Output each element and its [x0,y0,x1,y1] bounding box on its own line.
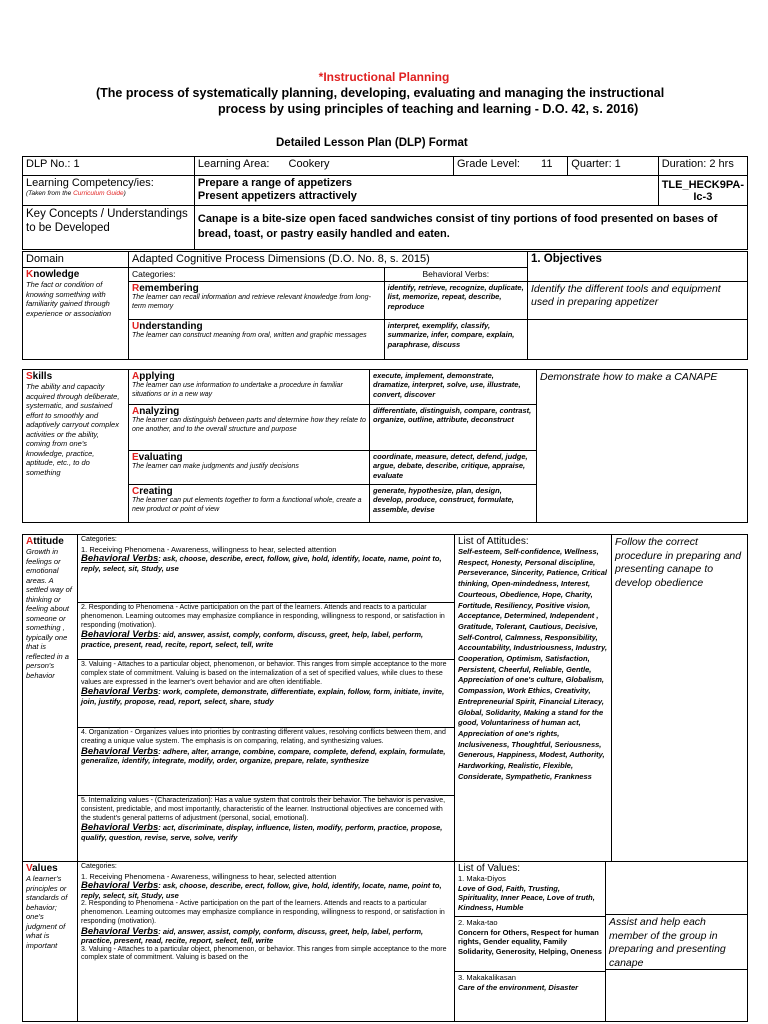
duration: Duration: 2 hrs [658,157,747,176]
subtitle-line-1: (The process of systematically planning, developing, evaluating and managing the instructional [96,86,665,100]
attitude-organization-cell: 4. Organization - Organizes values into priorities by contrasting different values, resolving conflicts between them, and creating a unique value system. The emphasis is on comparing, relating, and synthesizing values. Behavioral Verbs: adhere, alter, arrange, combine, compare, complete, defend, explain, formulate, generalize, identify, integrate, modify, order, organize, prepare, relate, synthesize [78,728,455,796]
values-categories-cell: Categories: 1. Receiving Phenomena - Awareness, willingness to hear, selected attention Behavioral Verbs: ask, choose, describe, erect, follow, give, hold, identify, locate, name, point to, reply, select, sit, Study, use 2. Responding to Phenomena - Active participation on the part of the learners. Attends and reacts to a particular phenomenon. Learning outcomes may emphasize compliance in responding, willingness to respond, or satisfaction in responding (motivation). Behavioral Verbs: aid, answer, assist, comply, conform, discuss, greet, help, label, perform, practice, present, read, recite, report, select, tell, write 3. Valuing - Attaches to a particular object, phenomenon, or behavior. This ranges from simple acceptance to the more complex state of commitment. Valuing is based on the [78,862,455,1022]
values-table [22,861,748,1022]
values-list-cell [455,862,606,1022]
analyzing-cell: Analyzing The learner can distinguish between parts and determine how they relate to one another, and to the overall structure and purpose [129,405,370,451]
key-concepts-text: Canape is a bite-size open faced sandwiches consist of tiny portions of food presented on bases of bread, toast, or pastry easily handled and eaten. [194,206,747,250]
attitude-valuing-verbs: work, complete, demonstrate, differentiate, explain, follow, form, initiate, invite, join, justify, propose, read, report, select, share, study [81,687,445,706]
values-objective-cell [606,862,748,1022]
attitude-responding-verbs: aid, answer, assist, comply, conform, discuss, greet, help, label, perform, practice, present, read, recite, report, select, tell, write [81,630,424,649]
values-receiving-verbs: ask, choose, describe, erect, follow, give, hold, identify, locate, name, point to, reply, select, sit, Study, use [81,881,442,900]
domain-header: Domain [23,252,129,268]
attitude-internalizing-verbs: act, discriminate, display, influence, listen, modify, perform, practice, propose, qualify, question, revise, serve, solve, verify [81,823,443,842]
applying-desc: The learner can use information to undertake a procedure in familiar situations or in a new way [132,382,343,398]
learning-area [194,157,453,176]
attitude-internalizing-cell: 5. Internalizing values - (Characterization): Has a value system that controls their behavior. The behavior is pervasive, consistent, predictable, and most importantly, characteristic of the learner. Instructional objectives are concerned with the student's general patterns of adjustment (personal, social, emotional). Behavioral Verbs: act, discriminate, display, influence, listen, modify, perform, practice, propose, qualify, question, revise, serve, solve, verify [78,796,455,862]
values-objective: Assist and help each member of the group in preparing and presenting canape [606,915,747,970]
skills-domain-cell: Skills The ability and capacity acquired through deliberate, systematic, and sustained effort to smoothly and adaptively carryout complex activities or the ability, coming from one's knowledge, practice, aptitude, etc., to do something [23,370,129,523]
understanding-objective [528,320,748,360]
categories-header: Categories: [129,268,385,282]
values-domain-cell: Values A learner's principles or standards of behavior; one's judgment of what is important [23,862,78,1022]
skills-objective: Demonstrate how to make a CANAPE [537,370,748,523]
attitude-valuing-cell: 3. Valuing - Attaches to a particular object, phenomenon, or behavior. This ranges from simple acceptance to the more complex state of commitment. Valuing is based on the internalization of a set of specified values, while clues to these values are expressed in the learner's overt behavior and are often identifiable. Behavioral Verbs: work, complete, demonstrate, differentiate, explain, follow, form, initiate, invite, join, justify, propose, read, report, select, share, study [78,660,455,728]
attitude-desc: Growth in feelings or emotional areas. A settled way of thinking or feeling about someone or something , typically one that is reflected in a person's behavior [26,547,72,680]
understanding-cell: Understanding The learner can construct meaning from oral, written and graphic messages [129,320,385,360]
understanding-desc: The learner can construct meaning from oral, written and graphic messages [132,332,367,339]
applying-verbs: execute, implement, demonstrate, dramatize, interpret, solve, use, illustrate, convert, discover [370,370,537,405]
skills-table [22,369,748,523]
attitude-organization: 4. Organization - Organizes values into priorities by contrasting different values, resolving conflicts between them, and creating a unique value system. The emphasis is on comparing, relating, and synthesizing values. [81,729,446,745]
values-responding: 2. Responding to Phenomena - Active participation on the part of the learners. Attends and reacts to a particular phenomenon. Learning outcomes may emphasize compliance in responding, willingness to respond, or satisfaction in responding (motivation). [81,900,445,925]
values-maka-diyos-title: 1. Maka-Diyos [458,874,506,883]
learning-area-label: Learning Area: [197,158,270,170]
grade-level-value: 11 [541,158,553,170]
subtitle-line-2: process by using principles of teaching and learning - D.O. 42, s. 2016) [218,102,639,116]
competency-label-cell [23,176,195,206]
objectives-header: 1. Objectives [528,252,748,282]
attitude-valuing: 3. Valuing - Attaches to a particular object, phenomenon, or behavior. This ranges from simple acceptance to the more complex state of commitment. Valuing is based on the internalization of a set of specified values, while clues to these values are expressed in the learner's overt behavior and are often identifiable. [81,661,447,686]
values-maka-tao: Concern for Others, Respect for human rights, Gender equality, Family Solidarity, Generosity, Helping, Oneness [458,927,602,956]
document-title: *Instructional Planning [318,70,450,84]
applying-cell: Applying The learner can use information to undertake a procedure in familiar situations or in a new way [129,370,370,405]
values-valuing: 3. Valuing - Attaches to a particular object, phenomenon, or behavior. This ranges from simple acceptance to the more complex state of commitment. Valuing is based on the [81,945,447,962]
values-categories-label: Categories: [81,863,117,870]
grade-level [453,157,567,176]
attitudes-list-cell [455,535,612,862]
dlp-info-table [22,156,748,250]
verbs-header: Behavioral Verbs: [384,268,527,282]
evaluating-verbs: coordinate, measure, detect, defend, judge, argue, debate, describe, critique, appraise, evaluate [370,451,537,485]
competency-text [194,176,658,206]
attitude-objective: Follow the correct procedure in preparing and presenting canape to develop obedience [612,535,748,862]
format-title: Detailed Lesson Plan (DLP) Format [276,137,468,149]
attitude-domain-cell: Attitude Growth in feelings or emotional areas. A settled way of thinking or feeling about someone or something , typically one that is reflected in a person's behavior [23,535,78,862]
dlp-number: DLP No.: 1 [23,157,195,176]
creating-verbs: generate, hypothesize, plan, design, develop, produce, construct, formulate, assemble, devise [370,485,537,523]
attitude-internalizing: 5. Internalizing values - (Characterization): Has a value system that controls their behavior. The behavior is pervasive, consistent, predictable, and most importantly, characteristic of the learner. Instructional objectives are concerned with the student's general patterns of adjustment (personal, social, emotional). [81,797,446,822]
competency-note: (Taken from the Curriculum Guide) [26,190,126,197]
attitude-categories-label: Categories: [81,536,117,543]
curriculum-guide-link: Curriculum Guide [73,190,124,197]
attitude-organization-verbs: adhere, alter, arrange, combine, compare, complete, defend, explain, formulate, generalize, identify, integrate, modify, order, organize, prepare, relate, synthesize [81,746,446,766]
creating-desc: The learner can put elements together to form a functional whole, create a new product or point of view [132,497,362,513]
remembering-cell: Remembering The learner can recall information and retrieve relevant knowledge from long-term memory [129,282,385,320]
values-objective-blank [606,862,747,915]
analyzing-verbs: differentiate, distinguish, compare, contrast, organize, outline, attribute, deconstruct [370,405,537,451]
knowledge-domain-cell [23,268,129,360]
values-desc: A learner's principles or standards of behavior; one's judgment of what is important [26,874,68,950]
grade-level-label: Grade Level: [456,158,520,170]
competency-line-2: Present appetizers attractively [197,190,357,202]
quarter: Quarter: 1 [568,157,658,176]
values-list-title: List of Values: [458,863,521,874]
values-makakalikasan: Care of the environment, Disaster [458,982,579,992]
values-maka-tao-title: 2. Maka-tao [458,918,498,927]
competency-code: TLE_HECK9PA-Ic-3 [658,176,747,206]
learning-area-value: Cookery [288,158,330,170]
knowledge-table [22,251,748,360]
values-makakalikasan-title: 3. Makakalikasan [458,973,516,982]
attitude-responding: 2. Responding to Phenomena - Active participation on the part of the learners. Attends and reacts to a particular phenomenon. Learning outcomes may emphasize compliance in responding, willingness to respond, or satisfaction in responding (motivation). [81,604,445,629]
analyzing-desc: The learner can distinguish between parts and determine how they relate to one another, and to the overall structure and purpose [132,417,366,433]
remembering-desc: The learner can recall information and retrieve relevant knowledge from long-term memory [132,294,371,310]
attitude-table [22,534,748,862]
knowledge-objective: Identify the different tools and equipment used in preparing appetizer [528,282,748,320]
skills-desc: The ability and capacity acquired through deliberate, systematic, and sustained effort to smoothly and adaptively carryout complex activities or the ability, coming from one's knowledge, practice, aptitude, etc., to do something [26,382,120,477]
creating-cell: Creating The learner can put elements together to form a functional whole, create a new product or point of view [129,485,370,523]
values-maka-diyos: Love of God, Faith, Trusting, Spirituality, Inner Peace, Love of truth, Kindness, Humble [458,883,595,912]
knowledge-desc: The fact or condition of knowing something with familiarity gained through experience or association [26,280,112,318]
attitudes-list: Self-esteem, Self-confidence, Wellness, Respect, Honesty, Personal discipline, Perseverance, Sincerity, Patience, Critical thinking, Open-mindedness, Interest, Courteous, Obedience, Hope, Charity, Fortitude, Resiliency, Positive vision, Acceptance, Determined, Independent , Gratitude, Tolerant, Cautious, Decisive, Self-Control, Calmness, Responsibility, Accountability, Industriousness, Industry, Cooperation, Optimism, Satisfaction, Persistent, Cheerful, Reliable, Gentle, Appreciation of one's culture, Globalism, Compassion, Work Ethics, Creativity, Entrepreneurial Spirit, Financial Literacy, Global, Solidarity, Making a stand for the good, Voluntariness of human act, Appreciation of one's rights, Inclusiveness, Thoughtful, Seriousness, Generous, Happiness, Modest, Authority, Hardworking, Realistic, Flexible, Considerate, Sympathetic, Frankness [458,547,608,781]
attitude-receiving-cell: Categories: 1. Receiving Phenomena - Awareness, willingness to hear, selected attention Behavioral Verbs: ask, choose, describe, erect, follow, give, hold, identify, locate, name, point to, reply, select, sit, Study, use [78,535,455,603]
dimensions-header: Adapted Cognitive Process Dimensions (D.O. No. 8, s. 2015) [129,252,528,268]
evaluating-desc: The learner can make judgments and justify decisions [132,463,299,470]
understanding-verbs: interpret, exemplify, classify, summarize, infer, compare, explain, paraphrase, discuss [384,320,527,360]
remembering-verbs: identify, retrieve, recognize, duplicate, list, memorize, repeat, describe, reproduce [384,282,527,320]
attitudes-list-title: List of Attitudes: [458,536,529,547]
values-receiving: 1. Receiving Phenomena - Awareness, willingness to hear, selected attention [81,871,337,881]
knowledge-title: Knowledge [26,269,80,280]
evaluating-cell: Evaluating The learner can make judgments and justify decisions [129,451,370,485]
attitude-responding-cell: 2. Responding to Phenomena - Active participation on the part of the learners. Attends and reacts to a particular phenomenon. Learning outcomes may emphasize compliance in responding, willingness to respond, or satisfaction in responding (motivation). Behavioral Verbs: aid, answer, assist, comply, conform, discuss, greet, help, label, perform, practice, present, read, recite, report, select, tell, write [78,603,455,660]
values-responding-verbs: aid, answer, assist, comply, conform, discuss, greet, help, label, perform, practice, present, read, recite, report, select, tell, write [81,926,424,946]
attitude-receiving: 1. Receiving Phenomena - Awareness, willingness to hear, selected attention [81,544,337,554]
attitude-receiving-verbs: ask, choose, describe, erect, follow, give, hold, identify, locate, name, point to, reply, select, sit, Study, use [81,554,442,573]
competency-label: Learning Competency/ies: [26,177,154,189]
key-concepts-label: Key Concepts / Understandings to be Developed [23,206,195,250]
competency-line-1: Prepare a range of appetizers [197,177,352,189]
